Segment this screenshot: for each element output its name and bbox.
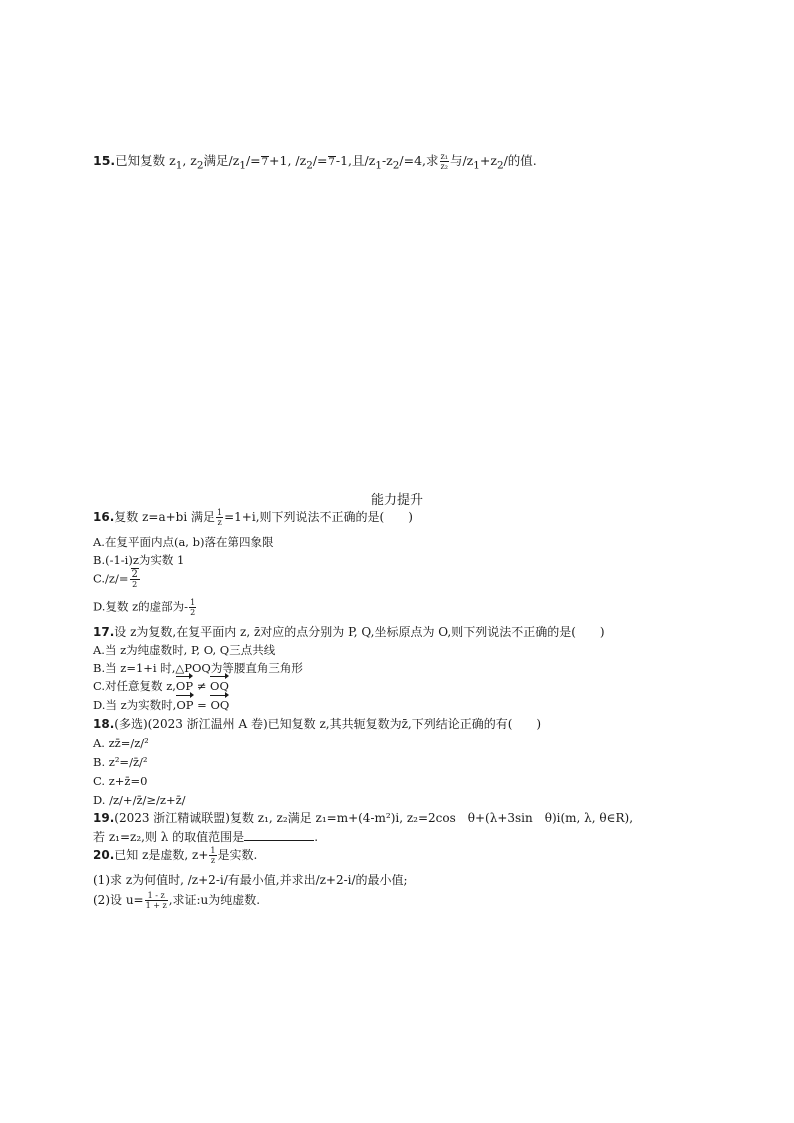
question-19-stem-cont: 若 z₁=z₂,则 λ 的取值范围是 . bbox=[93, 830, 319, 844]
fraction: $\frac{2}{2}$ bbox=[131, 569, 138, 589]
vector-op: OP bbox=[175, 679, 194, 693]
option-d: D. /z/+/z̄/≥/z+z̄/ bbox=[93, 793, 186, 807]
option-b: B. z²=/z̄/² bbox=[93, 755, 148, 769]
sqrt: 7 bbox=[261, 157, 269, 168]
question-15: 15.已知复数 $z_1$, $z_2$满足$/z_1/=7+1$, $/z_2/=7-1$,且$/z_1-z_2/=4$,求 $\frac{\text{z₁}}{\text{z₂}}$ 与$/z_1+z_2/$的值. bbox=[93, 152, 537, 172]
question-17-stem: 17.设 z为复数,在复平面内 z, z̄对应的点分别为 P, Q,坐标原点为 O,则下列说法不正确的是( ) bbox=[93, 625, 605, 639]
vector-op: OP bbox=[176, 698, 194, 712]
question-number: 16. bbox=[93, 510, 115, 524]
vector-oq: OQ bbox=[210, 679, 229, 693]
sqrt: 7 bbox=[328, 157, 335, 168]
option-d: D.当 z为实数时,OP = OQ bbox=[93, 698, 230, 712]
fraction: $\frac{1}{z}$ bbox=[210, 846, 216, 865]
option-c: C.对任意复数 z,OP ≠ OQ bbox=[93, 679, 229, 693]
vector-oq: OQ bbox=[210, 698, 230, 712]
question-20-part-2: (2)设 u= $\frac{1 - z}{1 + z}$ ,求证:u为纯虚数. bbox=[93, 891, 261, 910]
fraction: $\frac{1}{z}$ bbox=[217, 508, 223, 527]
question-number: 15. bbox=[93, 153, 116, 168]
option-a: A. zz̄=/z/² bbox=[93, 736, 149, 750]
question-16-stem: 16.复数 z=a+bi 满足 $\frac{1}{z}$ =1+i,则下列说法不正确的是( ) bbox=[93, 508, 413, 527]
question-number: 17. bbox=[93, 625, 115, 639]
option-d: D.复数 z的虚部为- $\frac{1}{2}$ bbox=[93, 598, 196, 617]
option-a: A.在复平面内点(a, b)落在第四象限 bbox=[93, 535, 274, 549]
fraction: $\frac{1 - z}{1 + z}$ bbox=[145, 891, 167, 910]
question-18-stem: 18.(多选)(2023 浙江温州 A 卷)已知复数 z,其共轭复数为z̄,下列结论正确的有( ) bbox=[93, 717, 542, 731]
section-title: 能力提升 bbox=[370, 493, 423, 508]
option-c: C./z/= $\frac{2}{2}$ bbox=[93, 569, 138, 589]
question-19-stem: 19.(2023 浙江精诚联盟)复数 z₁, z₂满足 z₁=m+(4-m²)i, z₂=2cos θ+(λ+3sin θ)i(m, λ, θ∈R), bbox=[93, 811, 634, 825]
fraction: $\frac{\text{z₁}}{\text{z₂}}$ bbox=[440, 152, 448, 171]
option-a: A.当 z为纯虚数时, P, O, Q三点共线 bbox=[93, 643, 276, 657]
option-c: C. z+z̄=0 bbox=[93, 774, 148, 788]
option-b: B.(-1-i)z为实数 1 bbox=[93, 553, 185, 567]
question-number: 20. bbox=[93, 848, 115, 862]
question-20-part-1: (1)求 z为何值时, /z+2-i/有最小值,并求出/z+2-i/的最小值; bbox=[93, 873, 408, 887]
fraction: $\frac{1}{2}$ bbox=[190, 598, 196, 617]
answer-blank[interactable] bbox=[244, 828, 314, 841]
question-20-stem: 20.已知 z是虚数, z+ $\frac{1}{z}$ 是实数. bbox=[93, 846, 258, 865]
question-number: 18. bbox=[93, 717, 115, 731]
option-b: B.当 z=1+i 时,△POQ为等腰直角三角形 bbox=[93, 661, 303, 675]
question-number: 19. bbox=[93, 811, 115, 825]
